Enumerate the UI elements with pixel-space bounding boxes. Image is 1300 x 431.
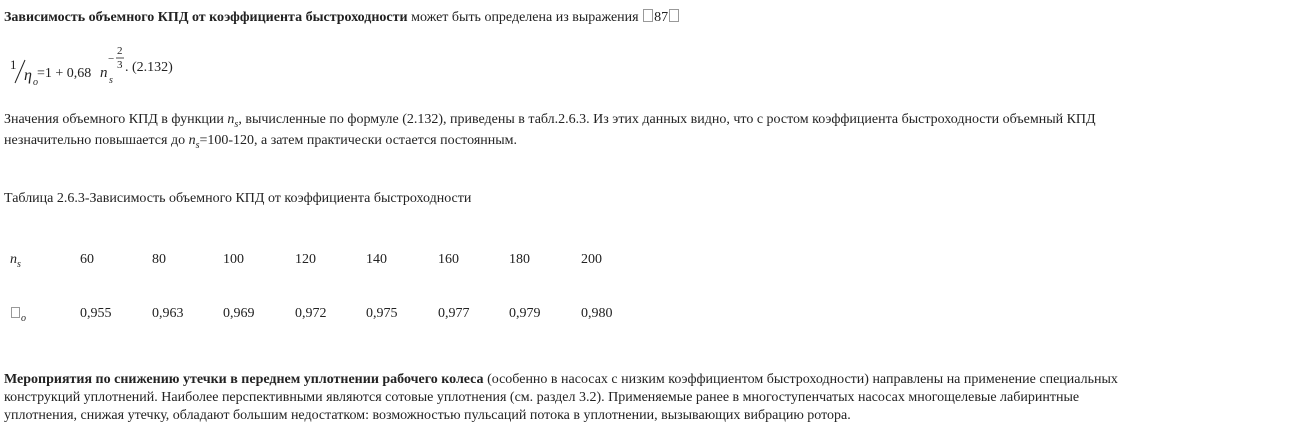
table-cell: 0,975 — [366, 306, 398, 321]
formula-exp-numerator: 2 — [117, 45, 123, 57]
ns-symbol: n — [227, 112, 235, 127]
table-cell: 120 — [295, 252, 316, 267]
intro-paragraph — [4, 9, 680, 27]
table-cell: 140 — [366, 252, 387, 267]
table-cell: 0,980 — [581, 306, 613, 321]
formula-exp-denominator: 3 — [117, 59, 123, 71]
missing-glyph-icon — [643, 9, 653, 22]
values-text: незначительно повышается до — [4, 133, 189, 148]
formula-2-132 — [8, 43, 208, 88]
formula-n-subscript: s — [109, 75, 113, 86]
table-cell: 0,955 — [80, 306, 112, 321]
table-cell: 160 — [438, 252, 459, 267]
formula-eta-subscript: o — [33, 77, 38, 88]
table-cell: 200 — [581, 252, 602, 267]
measures-paragraph-line-2: конструкций уплотнений. Наиболее перспективными являются сотовые уплотнения (см. раздел 3.2). Применяемые ранее в многоступенчатых насосах многощелевые лабиринтные — [4, 390, 1080, 405]
formula-numerator: 1 — [10, 57, 17, 72]
table-cell: 80 — [152, 252, 166, 267]
row-label-eta — [10, 306, 26, 322]
intro-text: может быть определена из выражения — [407, 10, 643, 25]
measures-text: (особенно в насосах с низким коэффициентом быстроходности) направлены на применение специальных — [483, 372, 1118, 387]
formula-eta: η — [24, 67, 32, 84]
table-cell: 180 — [509, 252, 530, 267]
intro-bold-phrase: Зависимость объемного КПД от коэффициента быстроходности — [4, 10, 408, 25]
table-caption: Таблица 2.6.3-Зависимость объемного КПД от коэффициента быстроходности — [4, 191, 472, 206]
formula-rhs: =1 + 0,68 — [37, 66, 92, 81]
ns-symbol: n — [10, 252, 17, 267]
formula-exp-sign: − — [108, 53, 115, 65]
table-cell: 0,972 — [295, 306, 327, 321]
values-paragraph-line-2 — [4, 132, 517, 151]
reference-number: 87 — [654, 10, 669, 25]
formula-tail: . (2.132) — [125, 60, 173, 75]
ns-subscript: s — [234, 119, 239, 130]
ns-subscript: s — [195, 140, 200, 151]
values-paragraph-line-1 — [4, 111, 1096, 130]
table-cell: 0,977 — [438, 306, 470, 321]
missing-glyph-icon — [669, 9, 679, 22]
ns-subscript: s — [17, 259, 21, 270]
missing-glyph-icon — [11, 307, 20, 318]
table-cell: 0,969 — [223, 306, 255, 321]
ns-symbol: n — [188, 133, 196, 148]
measures-bold-phrase: Мероприятия по снижению утечки в переднем уплотнении рабочего колеса — [4, 372, 484, 387]
table-cell: 0,963 — [152, 306, 184, 321]
values-text: =100-120, а затем практически остается постоянным. — [199, 133, 518, 148]
row-label-ns — [10, 252, 21, 268]
eta-subscript: o — [21, 313, 26, 324]
table-cell: 100 — [223, 252, 244, 267]
measures-paragraph-line-1 — [4, 371, 1118, 389]
values-text: , вычисленные по формуле (2.132), приведены в табл.2.6.3. Из этих данных видно, что с ростом коэффициента быстроходности объемный КПД — [238, 112, 1096, 127]
table-cell: 60 — [80, 252, 94, 267]
values-text: Значения объемного КПД в функции — [4, 112, 228, 127]
formula-n: n — [100, 65, 108, 81]
table-cell: 0,979 — [509, 306, 541, 321]
measures-paragraph-line-3: уплотнения, снижая утечку, обладают большим недостатком: возможностью пульсаций потока в уплотнении, вызывающих вибрацию ротора. — [4, 408, 851, 423]
